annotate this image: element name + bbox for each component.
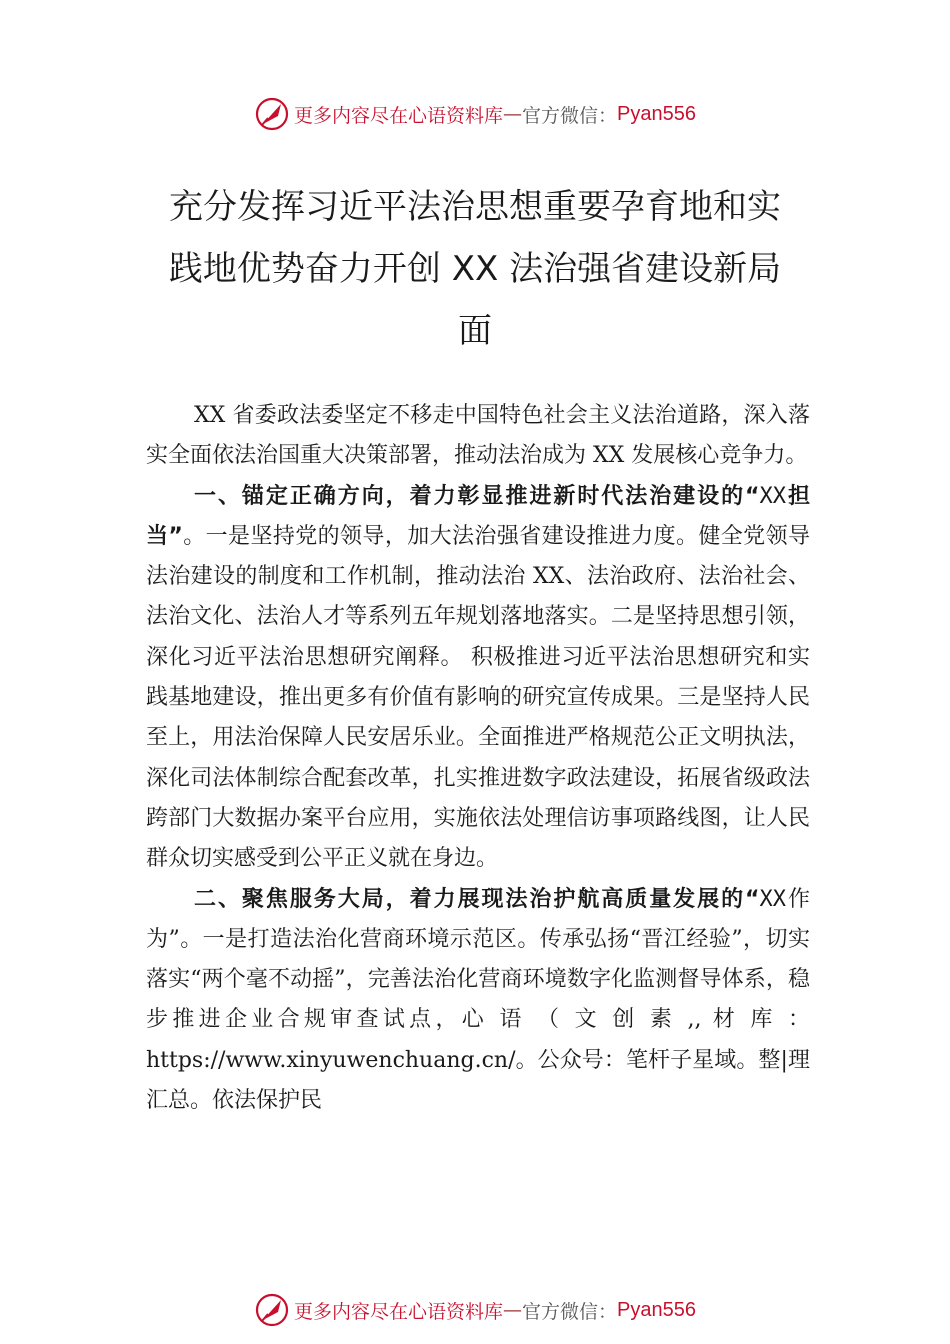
section-1-heading-xx: XX	[759, 483, 787, 509]
document-body	[146, 396, 810, 1121]
document-title	[145, 176, 805, 362]
header-banner	[0, 94, 950, 134]
banner-dash: —	[503, 103, 523, 125]
quill-logo-icon	[254, 1292, 290, 1328]
section-1-paragraph	[146, 477, 810, 880]
intro-paragraph: XX 省委政法委坚定不移走中国特色社会主义法治道路，深入落实全面依法治国重大决策部署，推动法治成为 XX 发展核心竞争力。	[146, 403, 810, 469]
section-1-heading: 一、锚定正确方向，着力彰显推进新时代法治建设的“	[194, 483, 760, 509]
title-line-2: 践地优势奋力开创 XX 法治强省建设新局	[168, 249, 782, 289]
footer-account-id: Pyan556	[617, 1298, 696, 1321]
banner-main-text: 更多内容尽在心语资料库	[294, 104, 504, 127]
footer-main-text: 更多内容尽在心语资料库	[294, 1300, 504, 1323]
section-2-heading-xx: XX	[759, 886, 787, 912]
footer-account-label: 官方微信：	[522, 1300, 618, 1323]
banner-account-label: 官方微信：	[522, 104, 618, 127]
section-1-text: 。一是坚持党的领导，加大法治强省建设推进力度。健全党领导法治建设的制度和工作机制，推动法治 XX、法治政府、法治社会、法治文化、法治人才等系列五年规划落地落实。二是坚持思想引领，深化习近平法治思想研究阐释。 积极推进习近平法治思想研究和实践基地建设，推出更多有价值有影响的研究宣传成果。三是坚持人民至上，用法治保障人民安居乐业。全面推进严格规范公正文明执法，深化司法体制综合配套改革，扎实推进数字政法建设，拓展省级政法跨部门大数据办案平台应用，实施依法处理信访事项路线图，让人民群众切实感受到公平正义就在身边。	[146, 523, 810, 872]
section-2-paragraph	[146, 880, 810, 1122]
title-line-1: 充分发挥习近平法治思想重要孕育地和实	[169, 187, 781, 227]
quill-logo-icon	[254, 96, 290, 132]
section-1-heading-end: 担当”	[146, 483, 810, 549]
footer-dash: —	[503, 1299, 523, 1321]
banner-account-id: Pyan556	[617, 102, 696, 125]
section-2-text: 作为”。一是打造法治化营商环境示范区。传承弘扬“晋江经验”，切实落实“两个毫不动摇”，完善法治化营商环境数字化监测督导体系，稳步推进企业合规审查试点，心 语 （ 文 创 素 ,, 材 库 ： https://www.xinyuwenchuang.cn/。公众号：笔杆子星域。整|理汇总。依法保护民	[146, 886, 810, 1114]
footer-banner	[0, 1290, 950, 1330]
title-line-3: 面	[458, 311, 492, 351]
section-2-heading: 二、聚焦服务大局，着力展现法治护航高质量发展的“	[194, 886, 760, 912]
